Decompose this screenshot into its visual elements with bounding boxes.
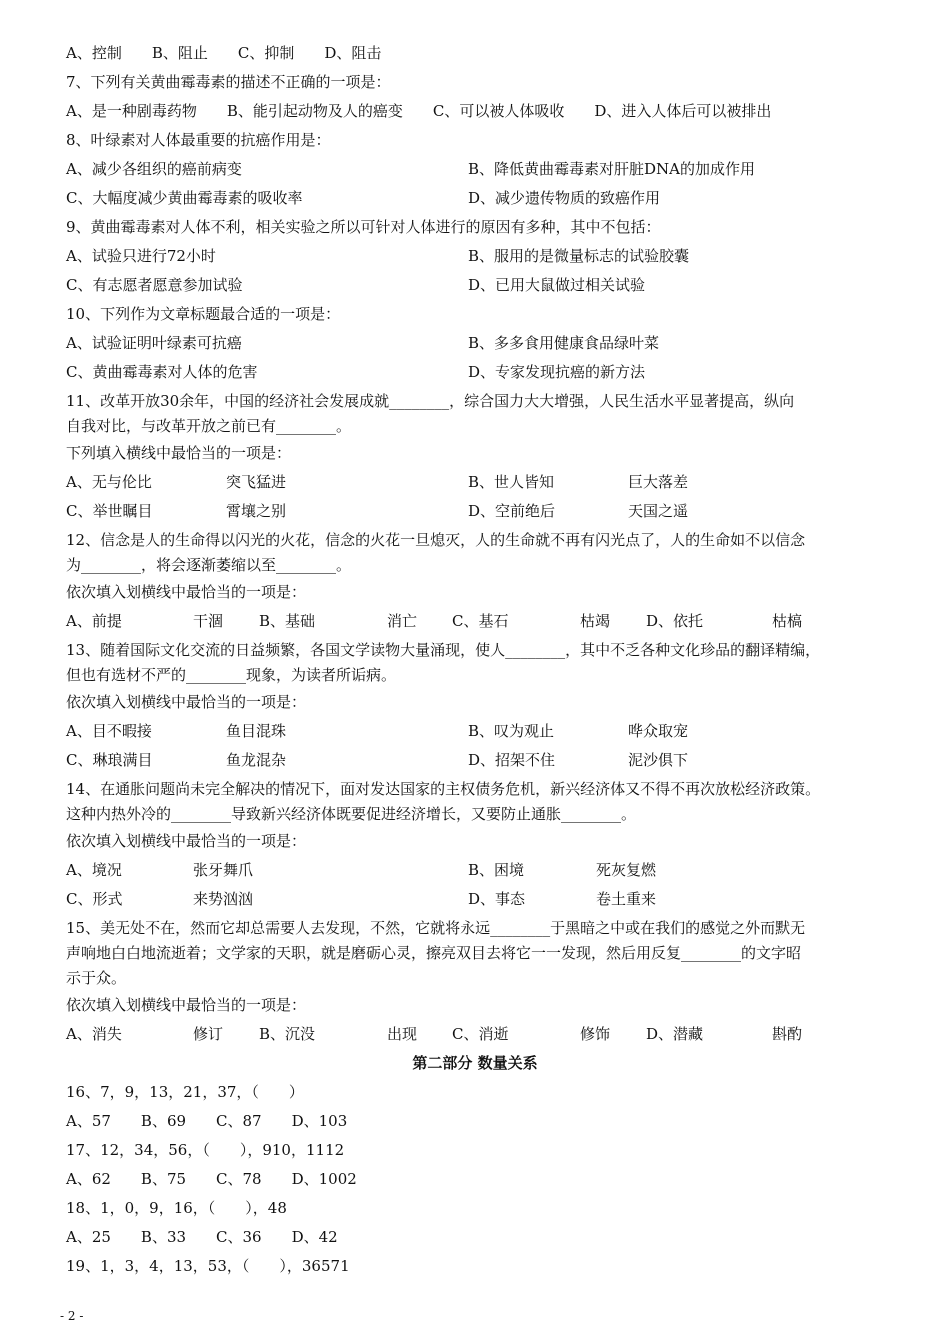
q11-option-a-word-2: 突飞猛进 <box>226 473 287 491</box>
q6-options: A、控制 B、阻止 C、抑制 D、阻击 <box>66 44 382 62</box>
question-12-line-1: 12、信念是人的生命得以闪光的火花，信念的火花一旦熄灭，人的生命就不再有闪光点了，人的生命如不以信念 <box>66 531 806 549</box>
q12-option-a-word-2: 干涸 <box>193 612 224 630</box>
question-15-line-3: 示于众。 <box>66 969 127 987</box>
q10-option-d: D、专家发现抗癌的新方法 <box>468 363 646 381</box>
q12-option-a: A、前提 <box>66 612 122 630</box>
question-16: 16、7，9，13，21，37，（ ） <box>66 1083 304 1101</box>
q8-option-d: D、减少遗传物质的致癌作用 <box>468 189 661 207</box>
q8-option-b: B、降低黄曲霉毒素对肝脏DNA的加成作用 <box>468 160 756 178</box>
q9-option-a: A、试验只进行72小时 <box>66 247 216 265</box>
q14-option-d: D、事态 <box>468 890 526 908</box>
question-8: 8、叶绿素对人体最重要的抗癌作用是： <box>66 131 331 149</box>
question-19: 19、1，3，4，13，53，（ ），36571 <box>66 1257 350 1275</box>
question-11-line-2: 自我对比，与改革开放之前已有________。 <box>66 417 352 435</box>
q12-prompt: 依次填入划横线中最恰当的一项是： <box>66 583 307 601</box>
question-14-line-2: 这种内热外冷的________导致新兴经济体既要促进经济增长，又要防止通胀________。 <box>66 805 637 823</box>
question-12-line-2: 为________，将会逐渐萎缩以至________。 <box>66 556 352 574</box>
question-7: 7、下列有关黄曲霉毒素的描述不正确的一项是： <box>66 73 391 91</box>
q15-option-a: A、消失 <box>66 1025 122 1043</box>
q14-option-b: B、困境 <box>468 861 525 879</box>
question-11-line-1: 11、改革开放30余年，中国的经济社会发展成就________，综合国力大大增强，人民生活水平显著提高，纵向 <box>66 392 795 410</box>
q15-option-b: B、沉没 <box>259 1025 316 1043</box>
q7-options: A、是一种剧毒药物 B、能引起动物及人的癌变 C、可以被人体吸收 D、进入人体后可以被排出 <box>66 102 772 120</box>
question-13-line-2: 但也有选材不严的________现象，为读者所诟病。 <box>66 666 397 684</box>
q13-prompt: 依次填入划横线中最恰当的一项是： <box>66 693 307 711</box>
q11-option-c: C、举世瞩目 <box>66 502 153 520</box>
q13-option-c-word-2: 鱼龙混杂 <box>226 751 287 769</box>
q11-option-b: B、世人皆知 <box>468 473 555 491</box>
q13-option-a-word-2: 鱼目混珠 <box>226 722 287 740</box>
question-13-line-1: 13、随着国际文化交流的日益频繁，各国文学读物大量涌现，使人________，其中不乏各种文化珍品的翻译精编， <box>66 641 821 659</box>
q13-option-d: D、招架不住 <box>468 751 556 769</box>
q9-option-b: B、服用的是微量标志的试验胶囊 <box>468 247 690 265</box>
q12-option-b-word-2: 消亡 <box>387 612 418 630</box>
q15-prompt: 依次填入划横线中最恰当的一项是： <box>66 996 307 1014</box>
q14-option-a: A、境况 <box>66 861 122 879</box>
q11-option-c-word-2: 霄壤之别 <box>226 502 287 520</box>
question-15-line-1: 15、美无处不在，然而它却总需要人去发现，不然，它就将永远________于黑暗之中或在我们的感觉之外而默无 <box>66 919 806 937</box>
q12-option-c: C、基石 <box>452 612 509 630</box>
page-number: - 2 - <box>60 1309 84 1323</box>
q11-option-a: A、无与伦比 <box>66 473 152 491</box>
q10-option-c: C、黄曲霉毒素对人体的危害 <box>66 363 258 381</box>
q15-option-b-word-2: 出现 <box>387 1025 418 1043</box>
q12-option-c-word-2: 枯竭 <box>580 612 611 630</box>
question-9: 9、黄曲霉毒素对人体不利，相关实验之所以可针对人体进行的原因有多种，其中不包括： <box>66 218 661 236</box>
q11-option-d-word-2: 天国之遥 <box>628 502 689 520</box>
q11-option-b-word-2: 巨大落差 <box>628 473 689 491</box>
q14-option-c-word-2: 来势汹汹 <box>193 890 254 908</box>
q13-option-c: C、琳琅满目 <box>66 751 153 769</box>
question-15-line-2: 声响地白白地流逝着；文学家的天职，就是磨砺心灵，擦亮双目去将它一一发现，然后用反复________的文字昭 <box>66 944 802 962</box>
q14-prompt: 依次填入划横线中最恰当的一项是： <box>66 832 307 850</box>
q18-options: A、25 B、33 C、36 D、42 <box>66 1228 338 1246</box>
q15-option-c-word-2: 修饰 <box>580 1025 611 1043</box>
question-14-line-1: 14、在通胀问题尚未完全解决的情况下，面对发达国家的主权债务危机，新兴经济体又不得不再次放松经济政策。 <box>66 780 821 798</box>
q10-option-a: A、试验证明叶绿素可抗癌 <box>66 334 242 352</box>
q17-options: A、62 B、75 C、78 D、1002 <box>66 1170 357 1188</box>
q9-option-d: D、已用大鼠做过相关试验 <box>468 276 646 294</box>
q12-option-b: B、基础 <box>259 612 316 630</box>
q12-option-d: D、依托 <box>646 612 704 630</box>
q14-option-a-word-2: 张牙舞爪 <box>193 861 254 879</box>
q13-option-b-word-2: 哗众取宠 <box>628 722 689 740</box>
q14-option-c: C、形式 <box>66 890 123 908</box>
q13-option-b: B、叹为观止 <box>468 722 555 740</box>
q9-option-c: C、有志愿者愿意参加试验 <box>66 276 243 294</box>
q14-option-d-word-2: 卷土重来 <box>596 890 657 908</box>
q11-option-d: D、空前绝后 <box>468 502 556 520</box>
q8-option-c: C、大幅度减少黄曲霉毒素的吸收率 <box>66 189 303 207</box>
q16-options: A、57 B、69 C、87 D、103 <box>66 1112 348 1130</box>
q8-option-a: A、减少各组织的癌前病变 <box>66 160 242 178</box>
q13-option-d-word-2: 泥沙俱下 <box>628 751 689 769</box>
q15-option-d: D、潜藏 <box>646 1025 704 1043</box>
q11-prompt: 下列填入横线中最恰当的一项是： <box>66 444 292 462</box>
q14-option-b-word-2: 死灰复燃 <box>596 861 657 879</box>
q15-option-d-word-2: 斟酌 <box>772 1025 803 1043</box>
q13-option-a: A、目不暇接 <box>66 722 152 740</box>
q15-option-c: C、消逝 <box>452 1025 509 1043</box>
q10-option-b: B、多多食用健康食品绿叶菜 <box>468 334 660 352</box>
question-10: 10、下列作为文章标题最合适的一项是： <box>66 305 341 323</box>
question-17: 17、12，34，56，（ ），910，1112 <box>66 1141 345 1159</box>
q15-option-a-word-2: 修订 <box>193 1025 224 1043</box>
section-heading: 第二部分 数量关系 <box>412 1054 538 1072</box>
question-18: 18、1，0，9，16，（ ），48 <box>66 1199 287 1217</box>
q12-option-d-word-2: 枯槁 <box>772 612 803 630</box>
